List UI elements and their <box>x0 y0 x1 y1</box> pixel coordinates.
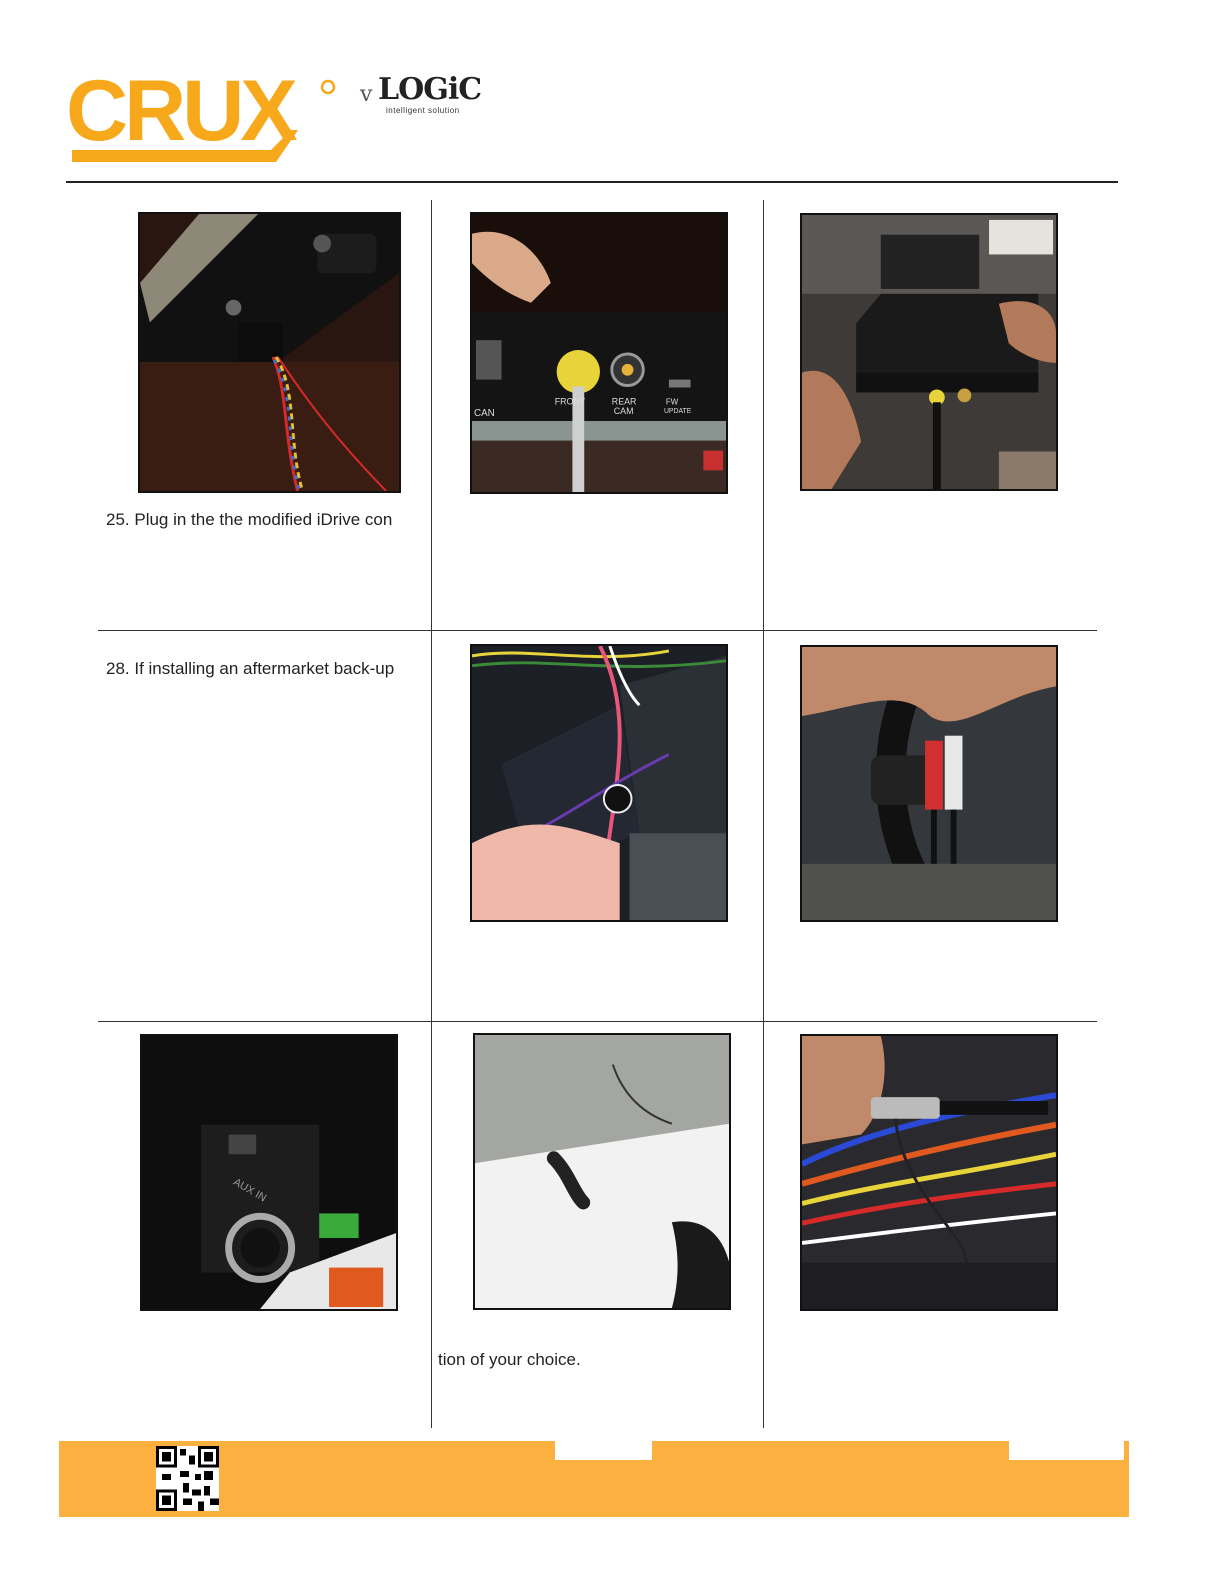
column-divider-2 <box>763 200 764 1428</box>
vlogic-logo: v LOGiC intelligent solution <box>360 72 482 115</box>
step-28-text: 28. If installing an aftermarket back-up <box>106 659 395 678</box>
step-fragment-text: tion of your choice. <box>438 1350 581 1369</box>
port-label-front-cam: FRONT <box>554 396 586 407</box>
qr-code[interactable] <box>156 1446 219 1511</box>
photo-audio-jack-wiring <box>800 1034 1058 1311</box>
row-divider-1 <box>98 630 1097 631</box>
svg-text:UPDATE: UPDATE <box>663 408 692 416</box>
svg-text:CAM: CAM <box>613 406 634 417</box>
photo-interface-module-in-hand <box>800 213 1058 491</box>
aux-in-label: AUX IN <box>231 1176 269 1205</box>
crux-logo-text: CRUX <box>66 70 294 159</box>
port-label-rear-cam: REAR <box>611 396 637 407</box>
photo-pink-wire-behind-dash <box>470 644 728 922</box>
port-label-fw-update: FW <box>665 397 679 407</box>
vlogic-tagline: intelligent solution <box>386 106 460 115</box>
row-divider-2 <box>98 1021 1097 1022</box>
column-divider-1 <box>431 200 432 1428</box>
port-label-can: CAN <box>473 408 495 420</box>
photo-usb-aux-in-console <box>140 1034 398 1311</box>
circle-marker <box>604 785 632 813</box>
photo-interface-ports <box>470 212 728 494</box>
header-rule <box>66 181 1118 183</box>
crux-logo <box>66 70 341 165</box>
step-25-text: 25. Plug in the the modified iDrive con <box>106 510 393 529</box>
footer-notch-2 <box>1009 1441 1124 1460</box>
photo-rca-cables-steering-wheel <box>800 645 1058 922</box>
footer-notch-1 <box>555 1441 652 1460</box>
photo-idrive-connector <box>138 212 401 493</box>
vlogic-logo-text: LOGiC <box>378 72 482 107</box>
photo-microphone-headliner <box>473 1033 731 1310</box>
